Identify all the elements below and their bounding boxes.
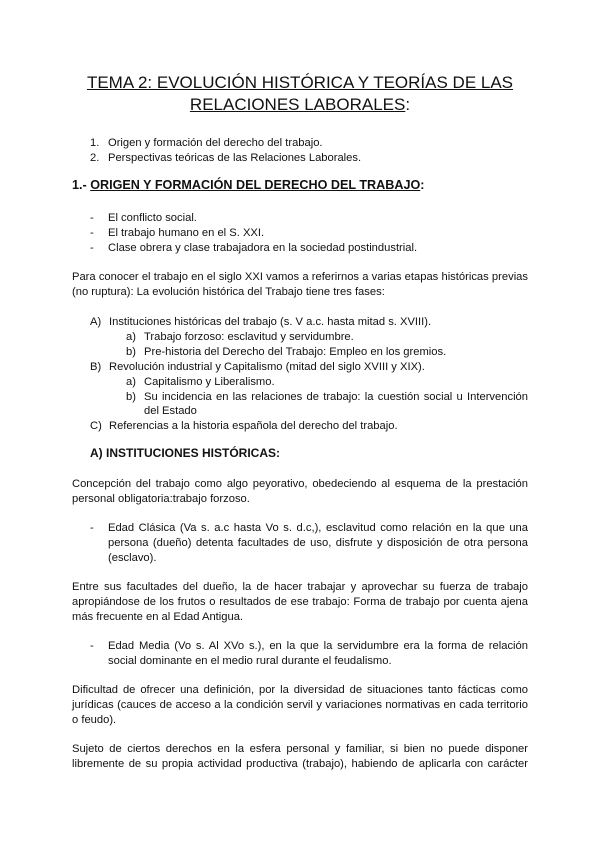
paragraph-line: Sujeto de ciertos derechos en la esfera personal y familiar, si bien no puede disponer <box>72 743 528 755</box>
section-title: ORIGEN Y FORMACIÓN DEL DERECHO DEL TRABAJO <box>90 178 421 192</box>
bullet-text: El conflicto social. <box>108 212 197 224</box>
bullet-dash: - <box>90 640 94 652</box>
paragraph-line: personal obligatoria:trabajo forzoso. <box>72 493 250 505</box>
paragraph-line: Dificultad de ofrecer una definición, por la diversidad de situaciones tanto fácticas como <box>72 684 528 696</box>
phase-label: C) <box>90 420 102 432</box>
subphase-label: b) <box>126 391 136 403</box>
bullet-text: El trabajo humano en el S. XXI. <box>108 227 265 239</box>
bullet-text-line: persona (dueño) detenta facultades de uso, disfrute y disposición de otra persona <box>108 537 528 549</box>
subsection-heading: A) INSTITUCIONES HISTÓRICAS: <box>90 446 281 460</box>
subphase-text: Su incidencia en las relaciones de trabajo: la cuestión social u Intervención <box>144 391 528 403</box>
toc-item <box>90 136 323 151</box>
phase-text: Revolución industrial y Capitalismo (mitad del siglo XVIII y XIX). <box>109 361 425 373</box>
subphase-text: Pre-historia del Derecho del Trabajo: Empleo en los gremios. <box>144 346 447 358</box>
subphase-text: Trabajo forzoso: esclavitud y servidumbre. <box>144 331 354 343</box>
section-colon: : <box>420 178 425 192</box>
bullet-dash: - <box>90 212 94 224</box>
bullet-item <box>90 226 264 241</box>
phase-label: B) <box>90 361 102 373</box>
bullet-text: Clase obrera y clase trabajadora en la sociedad postindustrial. <box>108 242 418 254</box>
subphase-item <box>126 330 354 345</box>
bullet-dash: - <box>90 242 94 254</box>
phase-item <box>90 360 425 375</box>
section-heading <box>72 178 424 192</box>
subphase-item <box>126 375 275 390</box>
toc-item <box>90 151 361 166</box>
title-line-1: TEMA 2: EVOLUCIÓN HISTÓRICA Y TEORÍAS DE LAS <box>86 73 514 92</box>
bullet-item <box>90 241 417 256</box>
bullet-text-line: social dominante en el medio rural durante el feudalismo. <box>108 655 392 667</box>
bullet-item <box>90 211 197 226</box>
title-colon: : <box>405 95 411 114</box>
toc-number: 1. <box>90 137 100 149</box>
bullet-dash: - <box>90 227 94 239</box>
toc-text: Origen y formación del derecho del trabajo. <box>108 137 323 149</box>
subphase-text: Capitalismo y Liberalismo. <box>144 376 275 388</box>
paragraph-line: apropiándose de los frutos o resultados de ese trabajo: Forma de trabajo por cuenta ajena <box>72 596 528 608</box>
phase-item <box>90 419 398 434</box>
paragraph-line: jurídicas (cauces de acceso a la condición servil y variaciones normativas en cada territorio <box>72 699 528 711</box>
bullet-text-line: Edad Media (Vo s. Al XVo s.), en la que la servidumbre era la forma de relación <box>108 640 528 652</box>
phase-label: A) <box>90 316 102 328</box>
toc-number: 2. <box>90 152 100 164</box>
bullet-text-line: Edad Clásica (Va s. a.c hasta Vo s. d.c,), esclavitud como relación en la que una <box>108 522 528 534</box>
phase-item <box>90 315 431 330</box>
paragraph-line: libremente de su propia actividad productiva (trabajo), habiendo de aplicarla con carácter <box>72 758 528 770</box>
phase-text: Instituciones históricas del trabajo (s. V a.c. hasta mitad s. XVIII). <box>109 316 432 328</box>
subphase-label: a) <box>126 331 136 343</box>
paragraph-line: más frecuente en al Edad Antigua. <box>72 611 244 623</box>
subphase-item <box>126 390 528 405</box>
paragraph-line: (no ruptura): La evolución histórica del Trabajo tiene tres fases: <box>72 286 385 298</box>
paragraph-line: Entre sus facultades del dueño, la de hacer trabajar y aprovechar su fuerza de trabajo <box>72 581 528 593</box>
subphase-label: b) <box>126 346 136 358</box>
paragraph-line: Para conocer el trabajo en el siglo XXI vamos a referirnos a varias etapas históricas previas <box>72 271 528 283</box>
title-line-2: RELACIONES LABORALES <box>189 95 406 114</box>
phase-text: Referencias a la historia española del derecho del trabajo. <box>109 420 398 432</box>
paragraph-line: Concepción del trabajo como algo peyorativo, obedeciendo al esquema de la prestación <box>72 478 528 490</box>
paragraph-line: o feudo). <box>72 714 117 726</box>
subphase-text-continued: del Estado <box>144 405 197 417</box>
subphase-item <box>126 345 446 360</box>
toc-text: Perspectivas teóricas de las Relaciones Laborales. <box>108 152 362 164</box>
section-number: 1.- <box>72 178 91 192</box>
subphase-label: a) <box>126 376 136 388</box>
document-title <box>70 72 530 116</box>
bullet-text-line: (esclavo). <box>108 552 157 564</box>
bullet-dash: - <box>90 522 94 534</box>
